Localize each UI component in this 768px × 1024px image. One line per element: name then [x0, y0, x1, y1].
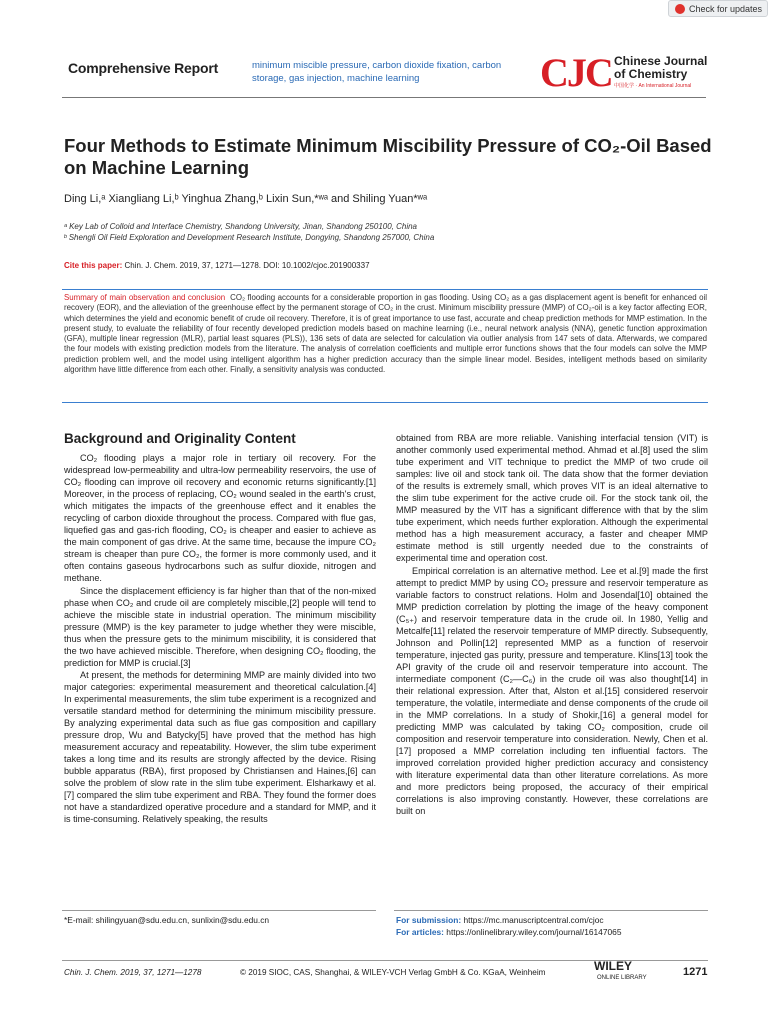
corresponding-email[interactable]: *E-mail: shilingyuan@sdu.edu.cn, sunlixin@sdu.edu.cn: [64, 915, 270, 925]
footnote-divider: [62, 910, 376, 911]
footer-copyright: © 2019 SIOC, CAS, Shanghai, & WILEY-VCH Verlag GmbH & Co. KGaA, Weinheim: [240, 968, 546, 977]
submission-label: For submission:: [396, 915, 462, 925]
journal-logo: CJC: [540, 50, 612, 95]
affiliation-a: ᵃ Key Lab of Colloid and Interface Chemistry, Shandong University, Jinan, Shandong 250100, China: [64, 222, 418, 231]
cite-line: [64, 261, 370, 270]
paper-title: Four Methods to Estimate Minimum Miscibility Pressure of CO₂-Oil Based on Machine Learning: [64, 135, 712, 178]
articles-line: [396, 927, 621, 937]
footer-citation: Chin. J. Chem. 2019, 37, 1271—1278: [64, 968, 202, 977]
keywords[interactable]: minimum miscible pressure, carbon dioxide fixation, carbon storage, gas injection, machine learning: [252, 60, 502, 84]
journal-tagline: 中国化学 · An International Journal: [614, 83, 692, 89]
crossmark-icon: [675, 4, 685, 14]
cite-text[interactable]: Chin. J. Chem. 2019, 37, 1271—1278. DOI: 10.1002/cjoc.201900337: [124, 261, 370, 270]
affiliation-b: ᵇ Shengli Oil Field Exploration and Development Research Institute, Dongying, Shandong 257000, China: [64, 233, 435, 242]
check-for-updates-button[interactable]: [668, 0, 768, 17]
check-for-updates-label: Check for updates: [689, 3, 763, 14]
author-list: Ding Li,ᵃ Xiangliang Li,ᵇ Yinghua Zhang,ᵇ Lixin Sun,*ʷᵃ and Shiling Yuan*ʷᵃ: [64, 193, 428, 205]
paragraph: At present, the methods for determining MMP are mainly divided into two major categories: experimental measurement and theoretical calculation.[4] In experimental measurements, the slim tube experiment is a recognized and versatile standard method for determining the minimum miscibility pressure. By analyzing experimental data such as flue gas composition and capillary pressure drop, Wu and Batycky[5] have proved that the method has high measurement accuracy and repeatability. However, the slim tube experiment takes a long time and its results are strongly affected by the device. Rising bubble apparatus (RBA), first proposed by Christiansen and Haines,[6] can solve the problem of slow rate in the slim tube experiment. Elsharkawy et al.[7] compared the slim tube experiment and RBA. They found the former does not have a standardized operative procedure and a standard for MMP, and it is time-consuming. Relatively speaking, the results: [64, 669, 376, 825]
articles-label: For articles:: [396, 927, 444, 937]
section-heading: Background and Originality Content: [64, 431, 296, 446]
paragraph: obtained from RBA are more reliable. Vanishing interfacial tension (VIT) is another commonly used experimental method. Ahmad et al.[8] used the slim tube experiment and VIT technique to predict the MMP of two crude oil samples: live oil and stock tank oil. The data show that the former deviation of the results is extremely small, which proves VIT is an ideal alternative to the slim tube experiment for the active crude oil. For the stock tank oil, the MMP measured by the VIT has a significant difference with that by the slim tube experiment, which needs further exploration. Although the experimental method has a high measurement accuracy, a faster and cheaper MMP estimate method is still urgently needed due to the constraints of experimental time and operation cost.: [396, 433, 708, 564]
paragraph: Since the displacement efficiency is far higher than that of the non-mixed phase when CO₂ and crude oil are completely miscible,[2] people will tend to achieve the miscible state in industrial operation. The minimum miscibility pressure (MMP) is the key parameter to judge whether they were miscible, thus when the pressure gets to the minimum miscibility, it is considered that the two have achieved miscible. Therefore, when designing CO₂ flooding, the prediction for MMP is crucial.[3]: [64, 585, 376, 668]
wiley-logo: WILEY: [594, 959, 632, 973]
articles-link[interactable]: https://onlinelibrary.wiley.com/journal/16147065: [446, 927, 622, 937]
paragraph: Empirical correlation is an alternative method. Lee et al.[9] made the first attempt to predict MMP by using CO₂ pressure and reservoir temperature as variable factors to construct relations. Holm and Josendal[10] obtained the MMP prediction correlation by plotting the image of the heavy component (C₅₊) and reservoir temperature data in the crude oil. In 1980, Yellig and Metcalfe[11] related the reservoir temperature of MMP directly. Subsequently, Johnson and Pollin[12] represented MMP as a function of reservoir temperature, injected gas purity, pressure and temperature. Klins[13] took the API gravity of the crude oil and reservoir temperature into account. The intermediate component (C₂—C₆) in the crude oil was also thought[14] in their relational expression. After that, Alston et al.[15] considered reservoir temperature, the volatile, intermediate and dense components of the crude oil in the MMP correlations. In a study of Shokir,[16] a general model for predicting MMP was calculated by taking CO₂ composition, crude oil composition and reservoir temperature into consideration. Newly, Chen et al.[17] proposed a MMP correlation including ten influential factors. The improved correlation provided higher prediction accuracy and consistency with literature experimental data than other literature correlations. As more and more predictors being proposed, the accuracy of their empirical correlations is also improving constantly. However, these correlations are built on: [396, 565, 708, 817]
submission-link[interactable]: https://mc.manuscriptcentral.com/cjoc: [463, 915, 604, 925]
abstract-text: CO₂ flooding accounts for a considerable proportion in gas flooding. Using CO₂ as a gas displacement agent is benefit for enhanced oil recovery (EOR), and the alleviation of the greenhouse effect by the permanent storage of CO₂ in the crust. Minimum miscibility pressure (MMP) of CO₂-oil is a key factor affecting EOR, which determines the yield and economic benefit of crude oil recovery. Therefore, it is of great importance to use fast, accurate and cheap prediction methods for MMP estimation. In the present study, to evaluate the reliability of four recently developed prediction models based on machine learning (i.e., neural network analysis (NNA), genetic function approximation (GFA), multiple linear regression (MLR), partial least squares (PLS)), 136 sets of data are selected for calculation via outlier analysis from 147 sets of data. Afterwards, we compared the four models with existing prediction models from the literature. The analysis of correlation coefficients and multiple error functions shows that the four models can solve the MMP prediction problem well, and the model using intelligent algorithm has a higher prediction accuracy than the simple linear model. Besides, intelligent methods based on similarity algorithm have little difference from each other. Finally, a sensitivity analysis was conducted.: [64, 293, 707, 375]
abstract: [64, 293, 707, 375]
report-type: Comprehensive Report: [68, 60, 219, 76]
left-column: [64, 452, 376, 825]
wiley-logo-sub: ONLINE LIBRARY: [597, 975, 647, 981]
abstract-label: Summary of main observation and conclusion: [64, 293, 226, 302]
journal-name: [614, 55, 707, 81]
paragraph: CO₂ flooding plays a major role in tertiary oil recovery. For the widespread low-permeability and ultra-low permeability reservoirs, the use of CO₂ flooding can improve oil recovery and economic returns significantly.[1] Moreover, in the process of replacing, CO₂ wound sealed in the earth's crust, which mitigates the impacts of the greenhouse effect and it enables the recycling of carbon dioxide throughout the process. Compared with flue gas, liquefied gas and gas-rich flooding, CO₂ is cheaper and easier to achieve as the main component of gas drive. At the same time, because the impure CO₂ stream is cheaper than pure CO₂, the former is more commonly used, and it often contains gaseous hydrocarbons such as sulfur dioxide, nitrogen and methane.: [64, 453, 376, 584]
submission-divider: [394, 910, 708, 911]
submission-line: [396, 915, 604, 925]
journal-name-line-2: of Chemistry: [614, 67, 688, 81]
right-column: [396, 432, 708, 818]
journal-name-line-1: Chinese Journal: [614, 54, 708, 68]
header-divider: [62, 97, 706, 98]
cite-label: Cite this paper:: [64, 261, 123, 270]
page-number: 1271: [683, 966, 708, 978]
